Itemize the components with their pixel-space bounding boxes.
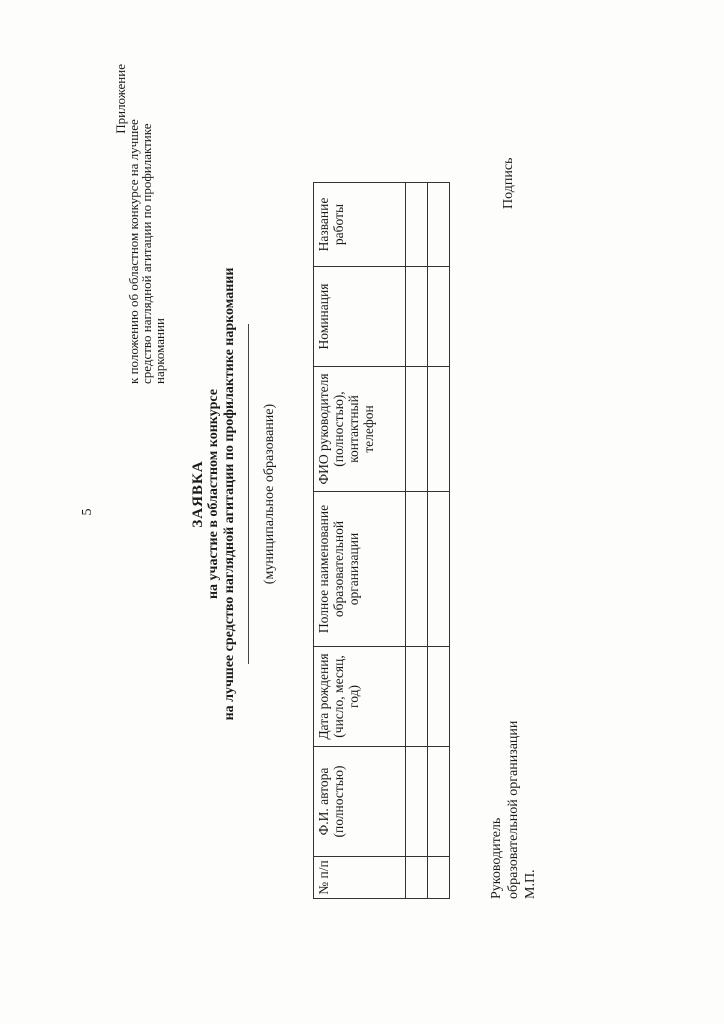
municipality-underline	[248, 324, 249, 664]
column-header-work-title: Название работы	[314, 183, 406, 267]
appendix-line: к положению об областном конкурсе на лучшее	[126, 119, 141, 384]
table-cell[interactable]	[428, 492, 450, 647]
table-cell[interactable]	[406, 747, 428, 857]
table-cell[interactable]	[406, 367, 428, 492]
table-cell[interactable]	[428, 857, 450, 899]
application-table	[313, 182, 450, 899]
signatory-block	[488, 639, 539, 899]
table-cell[interactable]	[428, 267, 450, 367]
table-row	[406, 183, 428, 899]
column-header-supervisor: ФИО руководителя (полностью), контактный телефон	[314, 367, 406, 492]
page-number: 5	[80, 508, 95, 516]
column-header-birth-date: Дата рождения (число, месяц, год)	[314, 647, 406, 747]
table-cell[interactable]	[406, 183, 428, 267]
signature-label: Подпись	[501, 157, 516, 209]
table-cell[interactable]	[406, 492, 428, 647]
table-cell[interactable]	[406, 267, 428, 367]
table-cell[interactable]	[428, 183, 450, 267]
document-title: ЗАЯВКА	[190, 460, 206, 528]
table-header-row	[314, 183, 406, 899]
column-header-number: № п/п	[314, 857, 406, 899]
stamp-placeholder: М.П.	[523, 869, 538, 899]
document-subtitle-line-1: на участие в областном конкурсе	[206, 388, 221, 600]
table-cell[interactable]	[406, 647, 428, 747]
table-cell[interactable]	[406, 857, 428, 899]
table-cell[interactable]	[428, 367, 450, 492]
table-cell[interactable]	[428, 747, 450, 857]
signatory-title-line-2: образовательной организации	[506, 720, 521, 899]
appendix-line: наркомании	[152, 318, 167, 384]
table-row	[428, 183, 450, 899]
appendix-line: средство наглядной агитации по профилактике	[139, 123, 154, 384]
table-cell[interactable]	[428, 647, 450, 747]
signatory-title-line-1: Руководитель	[489, 817, 504, 899]
appendix-heading: Приложение	[113, 64, 128, 134]
column-header-organization: Полное наименование образовательной организации	[314, 492, 406, 647]
document-subtitle-line-2: на лучшее средство наглядной агитации по профилактике наркомании	[222, 267, 237, 721]
title-block	[190, 194, 238, 794]
municipality-caption: (муниципальное образование)	[262, 403, 277, 585]
column-header-author: Ф.И. автора (полностью)	[314, 747, 406, 857]
appendix-note	[114, 64, 166, 384]
column-header-nomination: Номинация	[314, 267, 406, 367]
